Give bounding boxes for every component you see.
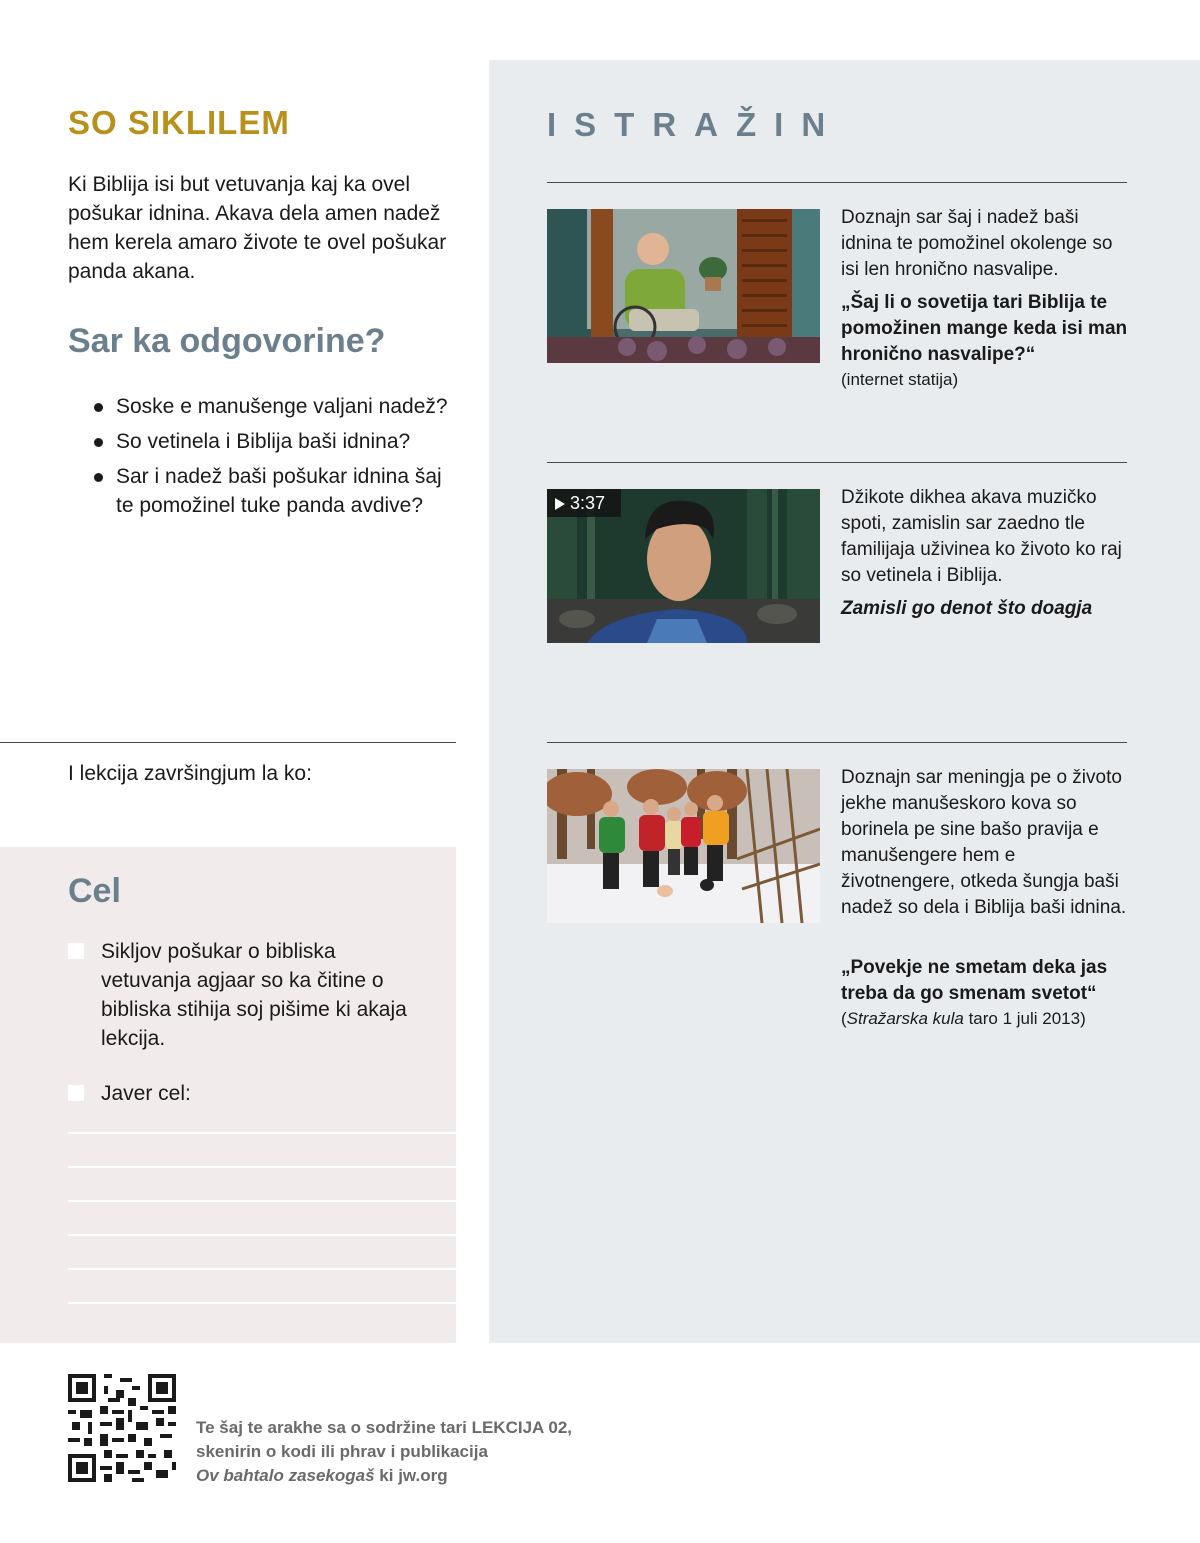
qr-code-icon[interactable] — [68, 1374, 176, 1482]
explore-link-title[interactable]: „Šaj li o sovetija tari Biblija te pomožinen mange keda isi man hronično nasvalipe?“ — [841, 292, 1128, 365]
play-icon — [555, 498, 565, 510]
divider — [547, 742, 1127, 743]
write-line[interactable] — [68, 1268, 456, 1270]
goal-item-other[interactable] — [68, 1079, 418, 1108]
explore-description: Doznajn sar meningja pe o životo jekhe manušeskoro kova so borinela pe sine bašo pravija e manušengere hem e životnengere, otkeda šungja baši nadež so dela i Biblija baši idnina. — [841, 767, 1127, 918]
divider — [0, 742, 456, 743]
learned-text: Ki Biblija isi but vetuvanja kaj ka ovel pošukar idnina. Akava dela amen nadež hem kerela amaro živote te ovel pošukar panda akana. — [68, 173, 447, 283]
question-item: So vetinela i Biblija baši idnina? — [90, 427, 450, 456]
divider — [547, 462, 1127, 463]
explore-link-chronic-illness[interactable] — [841, 290, 1131, 392]
write-line[interactable] — [68, 1302, 456, 1304]
divider — [547, 182, 1127, 183]
checkbox[interactable] — [68, 943, 84, 959]
questions-list — [90, 392, 450, 526]
explore-description: Doznajn sar šaj i nadež baši idnina te pomožinel okolenge so isi len hronično nasvalipe. — [841, 207, 1113, 280]
question-item: Soske e manušenge valjani nadež? — [90, 392, 450, 421]
write-line[interactable] — [68, 1234, 456, 1236]
explore-source: (internet statija) — [841, 370, 959, 389]
explore-link-change-world[interactable] — [841, 955, 1131, 1031]
footer-text: Te šaj te arakhe sa o sodržine tari LEKCIJA 02, skenirin o kodi ili phrav i publikacija Ov bahtalo zasekogaš ki jw.org — [196, 1418, 573, 1485]
goal-item-label: Sikljov pošukar o bibliska vetuvanja agjaar so ka čitine o bibliska stihija soj pišime ki akaja lekcija. — [101, 940, 407, 1050]
explore-link-imagine[interactable]: Zamisli go denot što doagja — [841, 598, 1093, 619]
question-item: Sar i nadež baši pošukar idnina šaj te pomožinel tuke panda avdive? — [90, 462, 450, 520]
goal-item-bible-promises[interactable] — [68, 937, 418, 1053]
completed-label: I lekcija završingjum la ko: — [68, 762, 312, 785]
learned-title: SO SIKLILEM — [68, 104, 290, 141]
checkbox[interactable] — [68, 1085, 84, 1101]
write-line[interactable] — [68, 1200, 456, 1202]
man-looking-up-photo[interactable] — [547, 489, 820, 643]
explore-description: Džikote dikhea akava muzičko spoti, zamislin sar zaedno tle familijaja uživinea ko životo ko raj so vetinela i Biblija. — [841, 487, 1122, 586]
family-walking-in-snow-photo[interactable] — [547, 769, 820, 923]
video-duration-badge: 3:37 — [547, 489, 621, 517]
write-line[interactable] — [68, 1132, 456, 1134]
explore-title: ISTRAŽIN — [547, 106, 844, 143]
questions-title: Sar ka odgovorine? — [68, 322, 386, 360]
goal-item-label: Javer cel: — [101, 1082, 191, 1105]
write-line[interactable] — [68, 1166, 456, 1168]
explore-link-title[interactable]: „Povekje ne smetam deka jas treba da go smenam svetot“ — [841, 957, 1108, 1004]
man-in-wheelchair-photo[interactable] — [547, 209, 820, 363]
goal-title: Cel — [68, 872, 121, 910]
explore-source: (Stražarska kula taro 1 juli 2013) — [841, 1009, 1086, 1028]
